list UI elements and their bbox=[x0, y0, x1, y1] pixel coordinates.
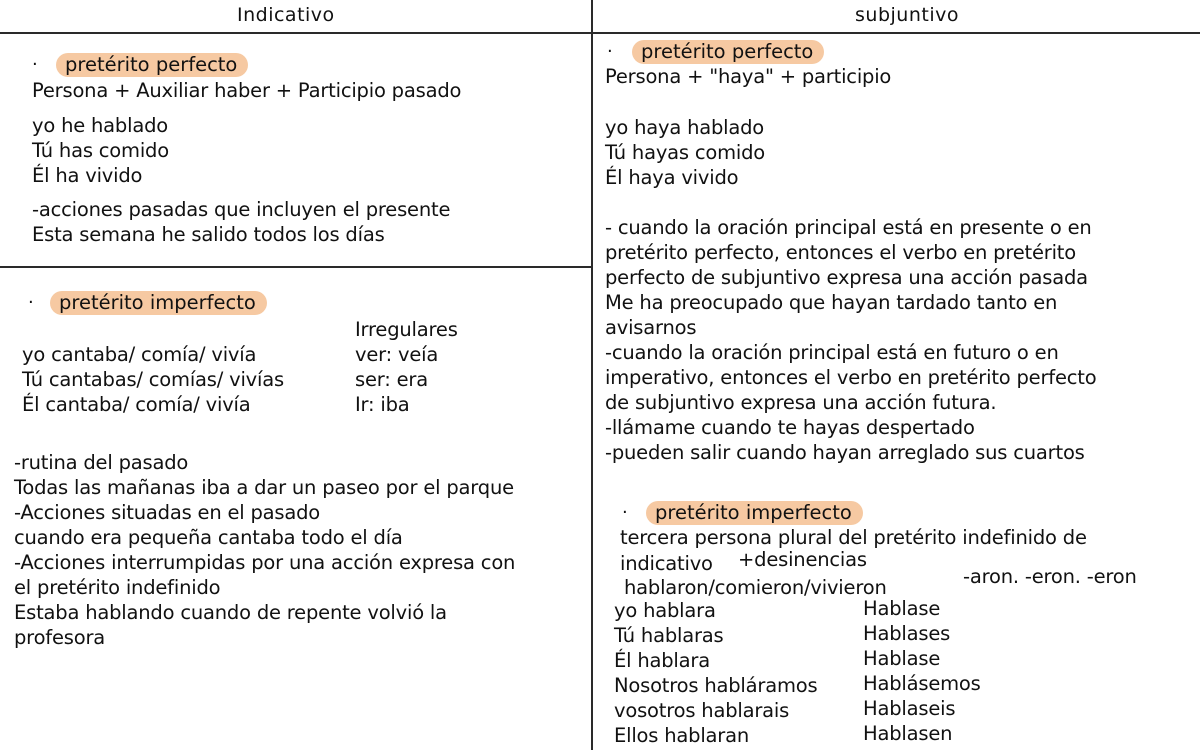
indicativo-imperfecto-title: pretérito imperfecto bbox=[50, 291, 267, 315]
indicativo-perfecto-example: Tú has comido bbox=[32, 139, 169, 162]
form-ra: Tú hablaras bbox=[614, 624, 724, 647]
form-ra: vosotros hablarais bbox=[614, 699, 790, 722]
indicativo-section-divider bbox=[0, 266, 591, 268]
form-ra: Ellos hablaran bbox=[614, 724, 750, 747]
indicativo-imperfecto-use: -Acciones situadas en el pasado bbox=[14, 501, 321, 524]
subjuntivo-perfecto-use: avisarnos bbox=[605, 316, 697, 339]
subjuntivo-perfecto-use: de subjuntivo expresa una acción futura. bbox=[605, 391, 997, 414]
indicativo-perfecto-title: pretérito perfecto bbox=[56, 53, 248, 77]
bullet: · bbox=[607, 41, 613, 62]
irregular-form: ser: era bbox=[355, 368, 428, 391]
header-divider-line bbox=[0, 32, 1200, 34]
indicativo-imperfecto-use: -Acciones interrumpidas por una acción expresa con bbox=[14, 551, 516, 574]
form-ra: Nosotros habláramos bbox=[614, 674, 818, 697]
indicativo-imperfecto-use: Todas las mañanas iba a dar un paseo por el parque bbox=[14, 476, 514, 499]
subjuntivo-perfecto-example: Él haya vivido bbox=[605, 166, 739, 189]
subjuntivo-perfecto-use: -llámame cuando te hayas despertado bbox=[605, 416, 975, 439]
subjuntivo-imperfecto-desc: tercera persona plural del pretérito indefinido de bbox=[620, 526, 1087, 549]
irregular-form: Ir: iba bbox=[355, 393, 410, 416]
subjuntivo-perfecto-use: -pueden salir cuando hayan arreglado sus cuartos bbox=[605, 441, 1085, 464]
irregulares-label: Irregulares bbox=[355, 318, 458, 341]
subjuntivo-perfecto-formula: Persona + "haya" + participio bbox=[605, 65, 892, 88]
indicativo-imperfecto-example: Él cantaba/ comía/ vivía bbox=[22, 393, 251, 416]
subjuntivo-perfecto-example: Tú hayas comido bbox=[605, 141, 766, 164]
form-se: Hablase bbox=[863, 597, 941, 620]
subjuntivo-perfecto-example: yo haya hablado bbox=[605, 116, 765, 139]
indicativo-perfecto-use: Esta semana he salido todos los días bbox=[32, 223, 385, 246]
desinencias-note: +desinencias bbox=[738, 548, 867, 571]
form-se: Hablase bbox=[863, 647, 941, 670]
form-se: Hablasen bbox=[863, 722, 953, 745]
indicativo-perfecto-use: -acciones pasadas que incluyen el presente bbox=[32, 198, 451, 221]
form-ra: yo hablara bbox=[614, 599, 716, 622]
subjuntivo-perfecto-title: pretérito perfecto bbox=[632, 40, 824, 64]
indicativo-perfecto-formula: Persona + Auxiliar haber + Participio pasado bbox=[32, 79, 462, 102]
bullet: · bbox=[622, 502, 628, 523]
indicativo-perfecto-example: Él ha vivido bbox=[32, 164, 143, 187]
indicativo-perfecto-example: yo he hablado bbox=[32, 114, 168, 137]
indicativo-imperfecto-use: el pretérito indefinido bbox=[14, 576, 221, 599]
form-se: Hablases bbox=[863, 622, 951, 645]
subjuntivo-perfecto-use: perfecto de subjuntivo expresa una acción pasada bbox=[605, 266, 1088, 289]
subjuntivo-imperfecto-desc: indicativo bbox=[620, 552, 713, 575]
indicativo-imperfecto-example: yo cantaba/ comía/ vivía bbox=[22, 343, 257, 366]
subjuntivo-perfecto-use: imperativo, entonces el verbo en pretérito perfecto bbox=[605, 366, 1097, 389]
indicativo-imperfecto-use: Estaba hablando cuando de repente volvió la bbox=[14, 601, 447, 624]
subjuntivo-perfecto-use: - cuando la oración principal está en presente o en bbox=[605, 216, 1092, 239]
indicativo-imperfecto-use: cuando era pequeña cantaba todo el día bbox=[14, 526, 403, 549]
subjuntivo-perfecto-use: Me ha preocupado que hayan tardado tanto en bbox=[605, 291, 1058, 314]
indicativo-imperfecto-use: profesora bbox=[14, 626, 106, 649]
subjuntivo-perfecto-use: pretérito perfecto, entonces el verbo en pretérito bbox=[605, 241, 1076, 264]
subjuntivo-imperfecto-title: pretérito imperfecto bbox=[646, 501, 863, 525]
bullet: · bbox=[32, 54, 38, 75]
form-se: Hablásemos bbox=[863, 672, 981, 695]
indicativo-imperfecto-use: -rutina del pasado bbox=[14, 451, 189, 474]
bullet: · bbox=[28, 292, 34, 313]
form-se: Hablaseis bbox=[863, 697, 956, 720]
endings-note: -aron. -eron. -eron bbox=[963, 565, 1137, 588]
irregular-form: ver: veía bbox=[355, 343, 439, 366]
indicativo-imperfecto-example: Tú cantabas/ comías/ vivías bbox=[22, 368, 284, 391]
form-ra: Él hablara bbox=[614, 649, 710, 672]
example-stems: hablaron/comieron/vivieron bbox=[624, 576, 887, 599]
subjuntivo-perfecto-use: -cuando la oración principal está en futuro o en bbox=[605, 341, 1059, 364]
column-divider-line bbox=[591, 0, 593, 750]
header-indicativo: Indicativo bbox=[237, 4, 335, 26]
header-subjuntivo: subjuntivo bbox=[855, 4, 959, 26]
